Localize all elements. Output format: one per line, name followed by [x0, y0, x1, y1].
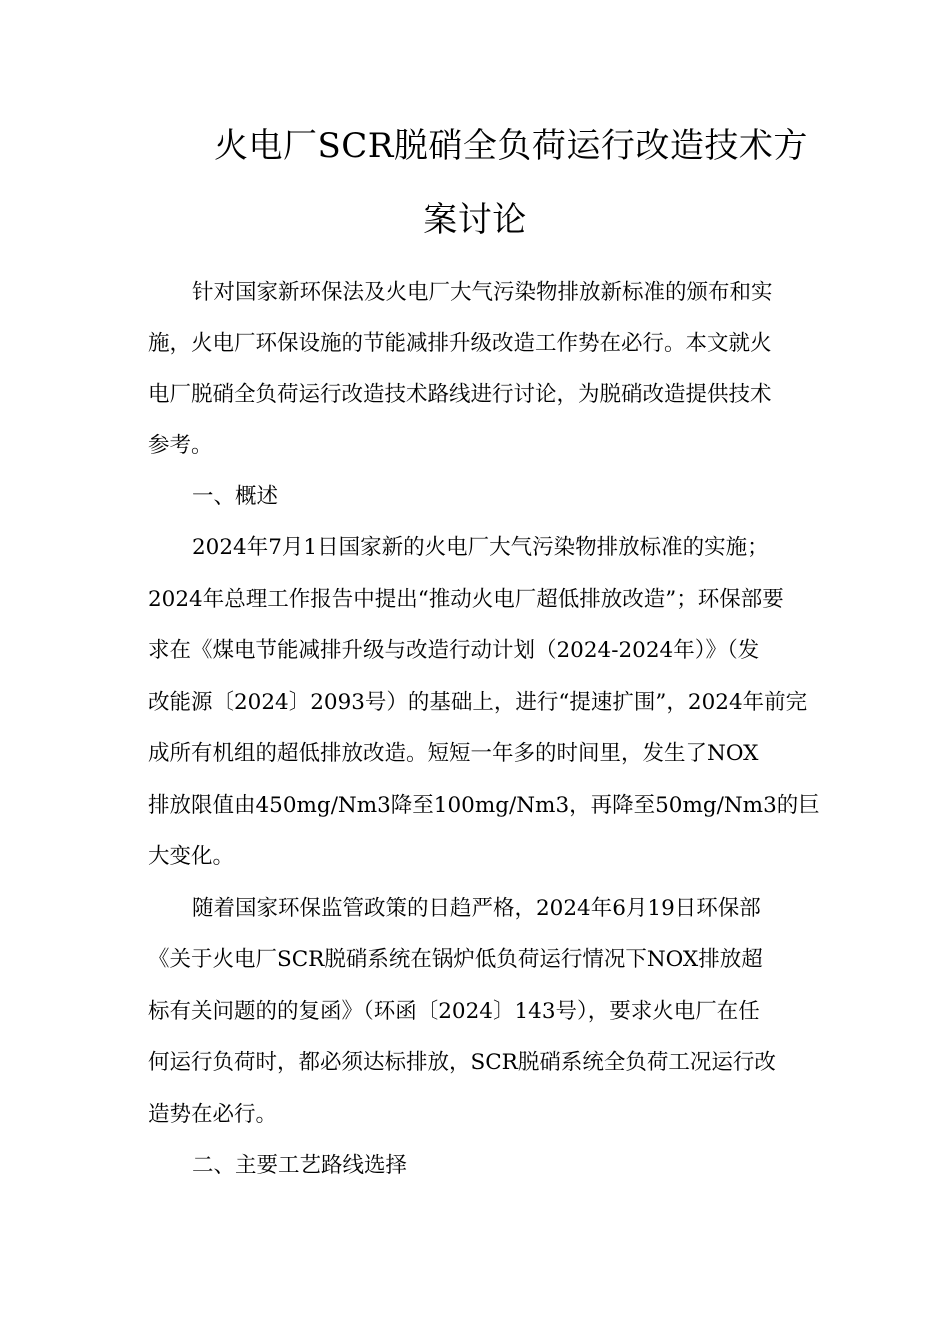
paragraph-2-line-7: 大变化。: [148, 844, 235, 869]
paragraph-2-line-4: 改能源〔2024〕2093号）的基础上，进行“提速扩围”，2024年前完: [148, 690, 808, 715]
paragraph-2-line-6: 排放限值由450mg/Nm3降至100mg/Nm3，再降至50mg/Nm3的巨: [148, 793, 820, 818]
paragraph-1-line-1: 针对国家新环保法及火电厂大气污染物排放新标准的颁布和实: [192, 280, 773, 305]
document-title-line-2: 案讨论: [423, 200, 527, 240]
paragraph-3-line-5: 造势在必行。: [148, 1102, 278, 1127]
document-title-line-1: 火电厂SCR脱硝全负荷运行改造技术方: [214, 126, 808, 166]
paragraph-3-line-2: 《关于火电厂SCR脱硝系统在锅炉低负荷运行情况下NOX排放超: [148, 947, 763, 972]
paragraph-3-line-3: 标有关问题的的复函》（环函〔2024〕143号），要求火电厂在任: [148, 999, 760, 1024]
section-heading-overview: 一、概述: [192, 484, 279, 509]
paragraph-2-line-3: 求在《煤电节能减排升级与改造行动计划（2024-2024年）》（发: [148, 638, 760, 663]
paragraph-1-line-2: 施，火电厂环保设施的节能减排升级改造工作势在必行。本文就火: [148, 331, 772, 356]
paragraph-1-line-3: 电厂脱硝全负荷运行改造技术路线进行讨论，为脱硝改造提供技术: [148, 382, 772, 407]
paragraph-3-line-4: 何运行负荷时，都必须达标排放，SCR脱硝系统全负荷工况运行改: [148, 1050, 776, 1075]
paragraph-2-line-5: 成所有机组的超低排放改造。短短一年多的时间里，发生了NOX: [148, 741, 759, 766]
paragraph-3-line-1: 随着国家环保监管政策的日趋严格，2024年6月19日环保部: [192, 896, 761, 921]
paragraph-2-line-1: 2024年7月1日国家新的火电厂大气污染物排放标准的实施；: [192, 535, 769, 560]
section-heading-process-route: 二、主要工艺路线选择: [192, 1153, 408, 1178]
paragraph-1-line-4: 参考。: [148, 433, 213, 458]
paragraph-2-line-2: 2024年总理工作报告中提出“推动火电厂超低排放改造”；环保部要: [148, 587, 784, 612]
